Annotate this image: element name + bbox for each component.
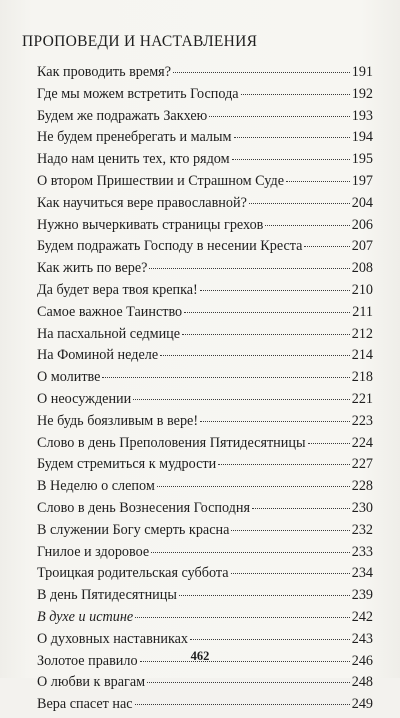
toc-entry-title: Слово в день Преполовения Пятидесятницы (37, 434, 306, 451)
toc-entry-title: Гнилое и здоровое (37, 543, 150, 560)
toc-entry-title: В служении Богу смерть красна (37, 521, 230, 538)
toc-dot-leader (151, 552, 350, 553)
toc-dot-leader (241, 94, 350, 95)
toc-entry-title: О неосуждении (37, 390, 132, 407)
toc-entry-page: 248 (351, 674, 373, 691)
toc-entry (37, 151, 373, 173)
toc-entry-page: 214 (351, 347, 373, 364)
toc-dot-leader (232, 159, 350, 160)
toc-entry-page: 224 (351, 434, 373, 451)
page-number: 462 (190, 649, 210, 663)
toc-entry-title: Как жить по вере? (37, 260, 148, 277)
toc-entry (37, 282, 373, 304)
toc-entry-page: 233 (351, 543, 373, 560)
toc-entry (37, 587, 373, 609)
toc-entry-page: 197 (351, 172, 373, 189)
toc-dot-leader (179, 595, 350, 596)
toc-entry-title: На Фоминой неделе (37, 347, 159, 364)
toc-entry-page: 249 (351, 696, 373, 713)
toc-entry (37, 238, 373, 260)
toc-entry (37, 64, 373, 86)
toc-dot-leader (200, 290, 350, 291)
toc-entry (37, 544, 373, 566)
toc-entry-page: 211 (352, 303, 373, 320)
toc-entry-title: Будем же подражать Закхею (37, 107, 208, 124)
toc-entry-page: 234 (351, 565, 373, 582)
toc-entry (37, 478, 373, 500)
toc-entry-title: В духе и истине (37, 608, 134, 625)
toc-dot-leader (218, 464, 350, 465)
toc-dot-leader (133, 399, 349, 400)
toc-dot-leader (286, 181, 350, 182)
toc-dot-leader (304, 246, 349, 247)
toc-entry-title: Вера спасет нас (37, 696, 133, 713)
toc-entry-page: 242 (351, 608, 373, 625)
toc-dot-leader (265, 225, 349, 226)
toc-entry-title: Нужно вычеркивать страницы грехов (37, 216, 264, 233)
toc-entry-page: 206 (351, 216, 373, 233)
toc-entry-page: 246 (351, 652, 373, 669)
toc-entry (37, 108, 373, 130)
toc-entry (37, 217, 373, 239)
toc-dot-leader (157, 486, 350, 487)
toc-entry-title: В день Пятидесятницы (37, 587, 177, 604)
toc-entry (37, 500, 373, 522)
toc-entry (37, 304, 373, 326)
toc-entry-title: Не будь боязливым в вере! (37, 412, 199, 429)
toc-entry-title: Слово в день Вознесения Господня (37, 499, 250, 516)
toc-entry (37, 456, 373, 478)
toc-dot-leader (102, 377, 349, 378)
toc-entry-page: 208 (351, 260, 373, 277)
toc-entry (37, 260, 373, 282)
toc-dot-leader (184, 312, 350, 313)
toc-entry-page: 230 (351, 499, 373, 516)
toc-dot-leader (173, 72, 350, 73)
toc-dot-leader (252, 508, 350, 509)
section-title: ПРОПОВЕДИ И НАСТАВЛЕНИЯ (22, 33, 258, 50)
toc-entry-page: 194 (351, 129, 373, 146)
toc-dot-leader (190, 639, 350, 640)
toc-entry-title: Надо нам ценить тех, кто рядом (37, 151, 230, 168)
toc-entry-title: Будем подражать Господу в несении Креста (37, 238, 303, 255)
toc-dot-leader (209, 116, 349, 117)
toc-entry-title: О духовных наставниках (37, 630, 189, 647)
toc-entry (37, 696, 373, 718)
toc-dot-leader (160, 355, 350, 356)
toc-entry-page: 210 (351, 281, 373, 298)
toc-dot-leader (200, 421, 350, 422)
toc-entry-title: Не будем пренебрегать и малым (37, 129, 232, 146)
toc-dot-leader (308, 443, 350, 444)
toc-dot-leader (234, 137, 350, 138)
toc-entry-title: Будем стремиться к мудрости (37, 456, 217, 473)
toc-entry-page: 193 (351, 107, 373, 124)
toc-dot-leader (231, 573, 350, 574)
toc-entry-page: 204 (351, 194, 373, 211)
toc-entry-page: 232 (351, 521, 373, 538)
toc-entry-title: О молитве (37, 369, 101, 386)
toc-entry-page: 207 (351, 238, 373, 255)
toc-entry (37, 86, 373, 108)
toc-dot-leader (249, 203, 350, 204)
toc-entry-title: О любви к врагам (37, 674, 146, 691)
toc-entry (37, 565, 373, 587)
toc-entry (37, 369, 373, 391)
toc-entry (37, 522, 373, 544)
toc-dot-leader (149, 268, 349, 269)
toc-entry-page: 243 (351, 630, 373, 647)
toc-dot-leader (135, 704, 350, 705)
toc-entry-page: 192 (351, 85, 373, 102)
toc-entry (37, 173, 373, 195)
toc-entry (37, 195, 373, 217)
toc-entry-title: О втором Пришествии и Страшном Суде (37, 172, 284, 189)
toc-entry-page: 228 (351, 478, 373, 495)
toc-entry-page: 212 (351, 325, 373, 342)
toc-entry-title: Золотое правило (37, 652, 138, 669)
toc-dot-leader (147, 682, 350, 683)
table-of-contents (37, 64, 373, 718)
toc-entry-page: 227 (351, 456, 373, 473)
toc-dot-leader (135, 617, 350, 618)
toc-entry (37, 435, 373, 457)
toc-entry-title: Как проводить время? (37, 64, 171, 80)
toc-entry-page: 221 (351, 390, 373, 407)
toc-entry (37, 609, 373, 631)
toc-entry (37, 326, 373, 348)
toc-entry-page: 218 (351, 369, 373, 386)
toc-entry-page: 223 (351, 412, 373, 429)
toc-dot-leader (182, 334, 350, 335)
toc-entry-page: 191 (351, 64, 373, 80)
toc-entry-title: Да будет вера твоя крепка! (37, 281, 198, 298)
toc-entry (37, 391, 373, 413)
toc-entry-page: 239 (351, 587, 373, 604)
toc-entry-title: Как научиться вере православной? (37, 194, 247, 211)
toc-entry (37, 413, 373, 435)
toc-entry-title: Где мы можем встретить Господа (37, 85, 239, 102)
toc-entry-title: На пасхальной седмице (37, 325, 181, 342)
toc-entry-title: В Неделю о слепом (37, 478, 155, 495)
toc-entry-page: 195 (351, 151, 373, 168)
toc-entry-title: Троицкая родительская суббота (37, 565, 229, 582)
toc-entry-title: Самое важное Таинство (37, 303, 183, 320)
toc-entry (37, 129, 373, 151)
toc-entry (37, 347, 373, 369)
toc-dot-leader (231, 530, 349, 531)
